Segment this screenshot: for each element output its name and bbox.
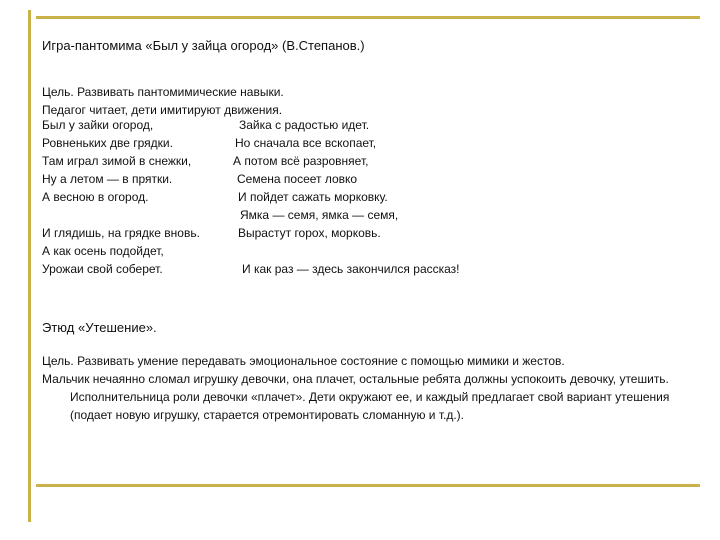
game-instruction: Педагог читает, дети имитируют движения. xyxy=(42,103,283,117)
bottom-accent-line xyxy=(36,484,700,487)
etude-description: Мальчик нечаянно сломал игрушку девочки, она плачет, остальные ребята должны успокоить девочку, утешить. Исполнительница роли девочки «плачет». Дети окружают ее, и каждый предлагает свой вариант утешения (подает новую игрушку, старается отремонтировать сломанную и т.д.). xyxy=(42,372,670,422)
etude-block xyxy=(42,352,674,424)
etude-title: Этюд «Утешение». xyxy=(42,320,157,335)
slide-content xyxy=(42,38,692,422)
poem-line xyxy=(42,260,682,278)
poem-line xyxy=(42,152,682,170)
poem-left: И глядишь, на грядке вновь. xyxy=(42,226,200,240)
poem-left: Там играл зимой в снежки, xyxy=(42,154,192,168)
poem-line xyxy=(42,242,682,260)
etude-goal: Цель. Развивать умение передавать эмоциональное состояние с помощью мимики и жестов. xyxy=(42,354,565,368)
poem-line xyxy=(42,224,682,242)
poem-line xyxy=(42,116,682,134)
poem-left: Был у зайки огород, xyxy=(42,118,154,132)
poem-line xyxy=(42,134,682,152)
poem-right: Зайка с радостью идет. xyxy=(239,118,370,132)
poem-line xyxy=(42,170,682,188)
poem-left: Ну а летом — в прятки. xyxy=(42,172,173,186)
poem-left: Урожаи свой соберет. xyxy=(42,262,163,276)
poem-right: Но сначала все вскопает, xyxy=(235,136,377,150)
poem-left: Ровненьких две грядки. xyxy=(42,136,173,150)
poem-line xyxy=(42,206,682,224)
poem-right: Семена посеет ловко xyxy=(237,172,358,186)
poem-left: А как осень подойдет, xyxy=(42,244,164,258)
poem-right: Ямка — семя, ямка — семя, xyxy=(240,208,399,222)
poem-right: А потом всё разровняет, xyxy=(233,154,369,168)
left-accent-line xyxy=(28,10,31,522)
intro-block xyxy=(42,83,284,119)
poem-right: Вырастут горох, морковь. xyxy=(238,226,381,240)
game-title: Игра-пантомима «Был у зайца огород» (В.Степанов.) xyxy=(42,38,365,53)
poem-right: И как раз — здесь закончился рассказ! xyxy=(242,262,460,276)
poem-line xyxy=(42,188,682,206)
poem xyxy=(42,116,682,278)
top-accent-line xyxy=(36,16,700,19)
poem-left: А весною в огород. xyxy=(42,190,149,204)
poem-right: И пойдет сажать морковку. xyxy=(238,190,388,204)
game-goal: Цель. Развивать пантомимические навыки. xyxy=(42,85,284,99)
